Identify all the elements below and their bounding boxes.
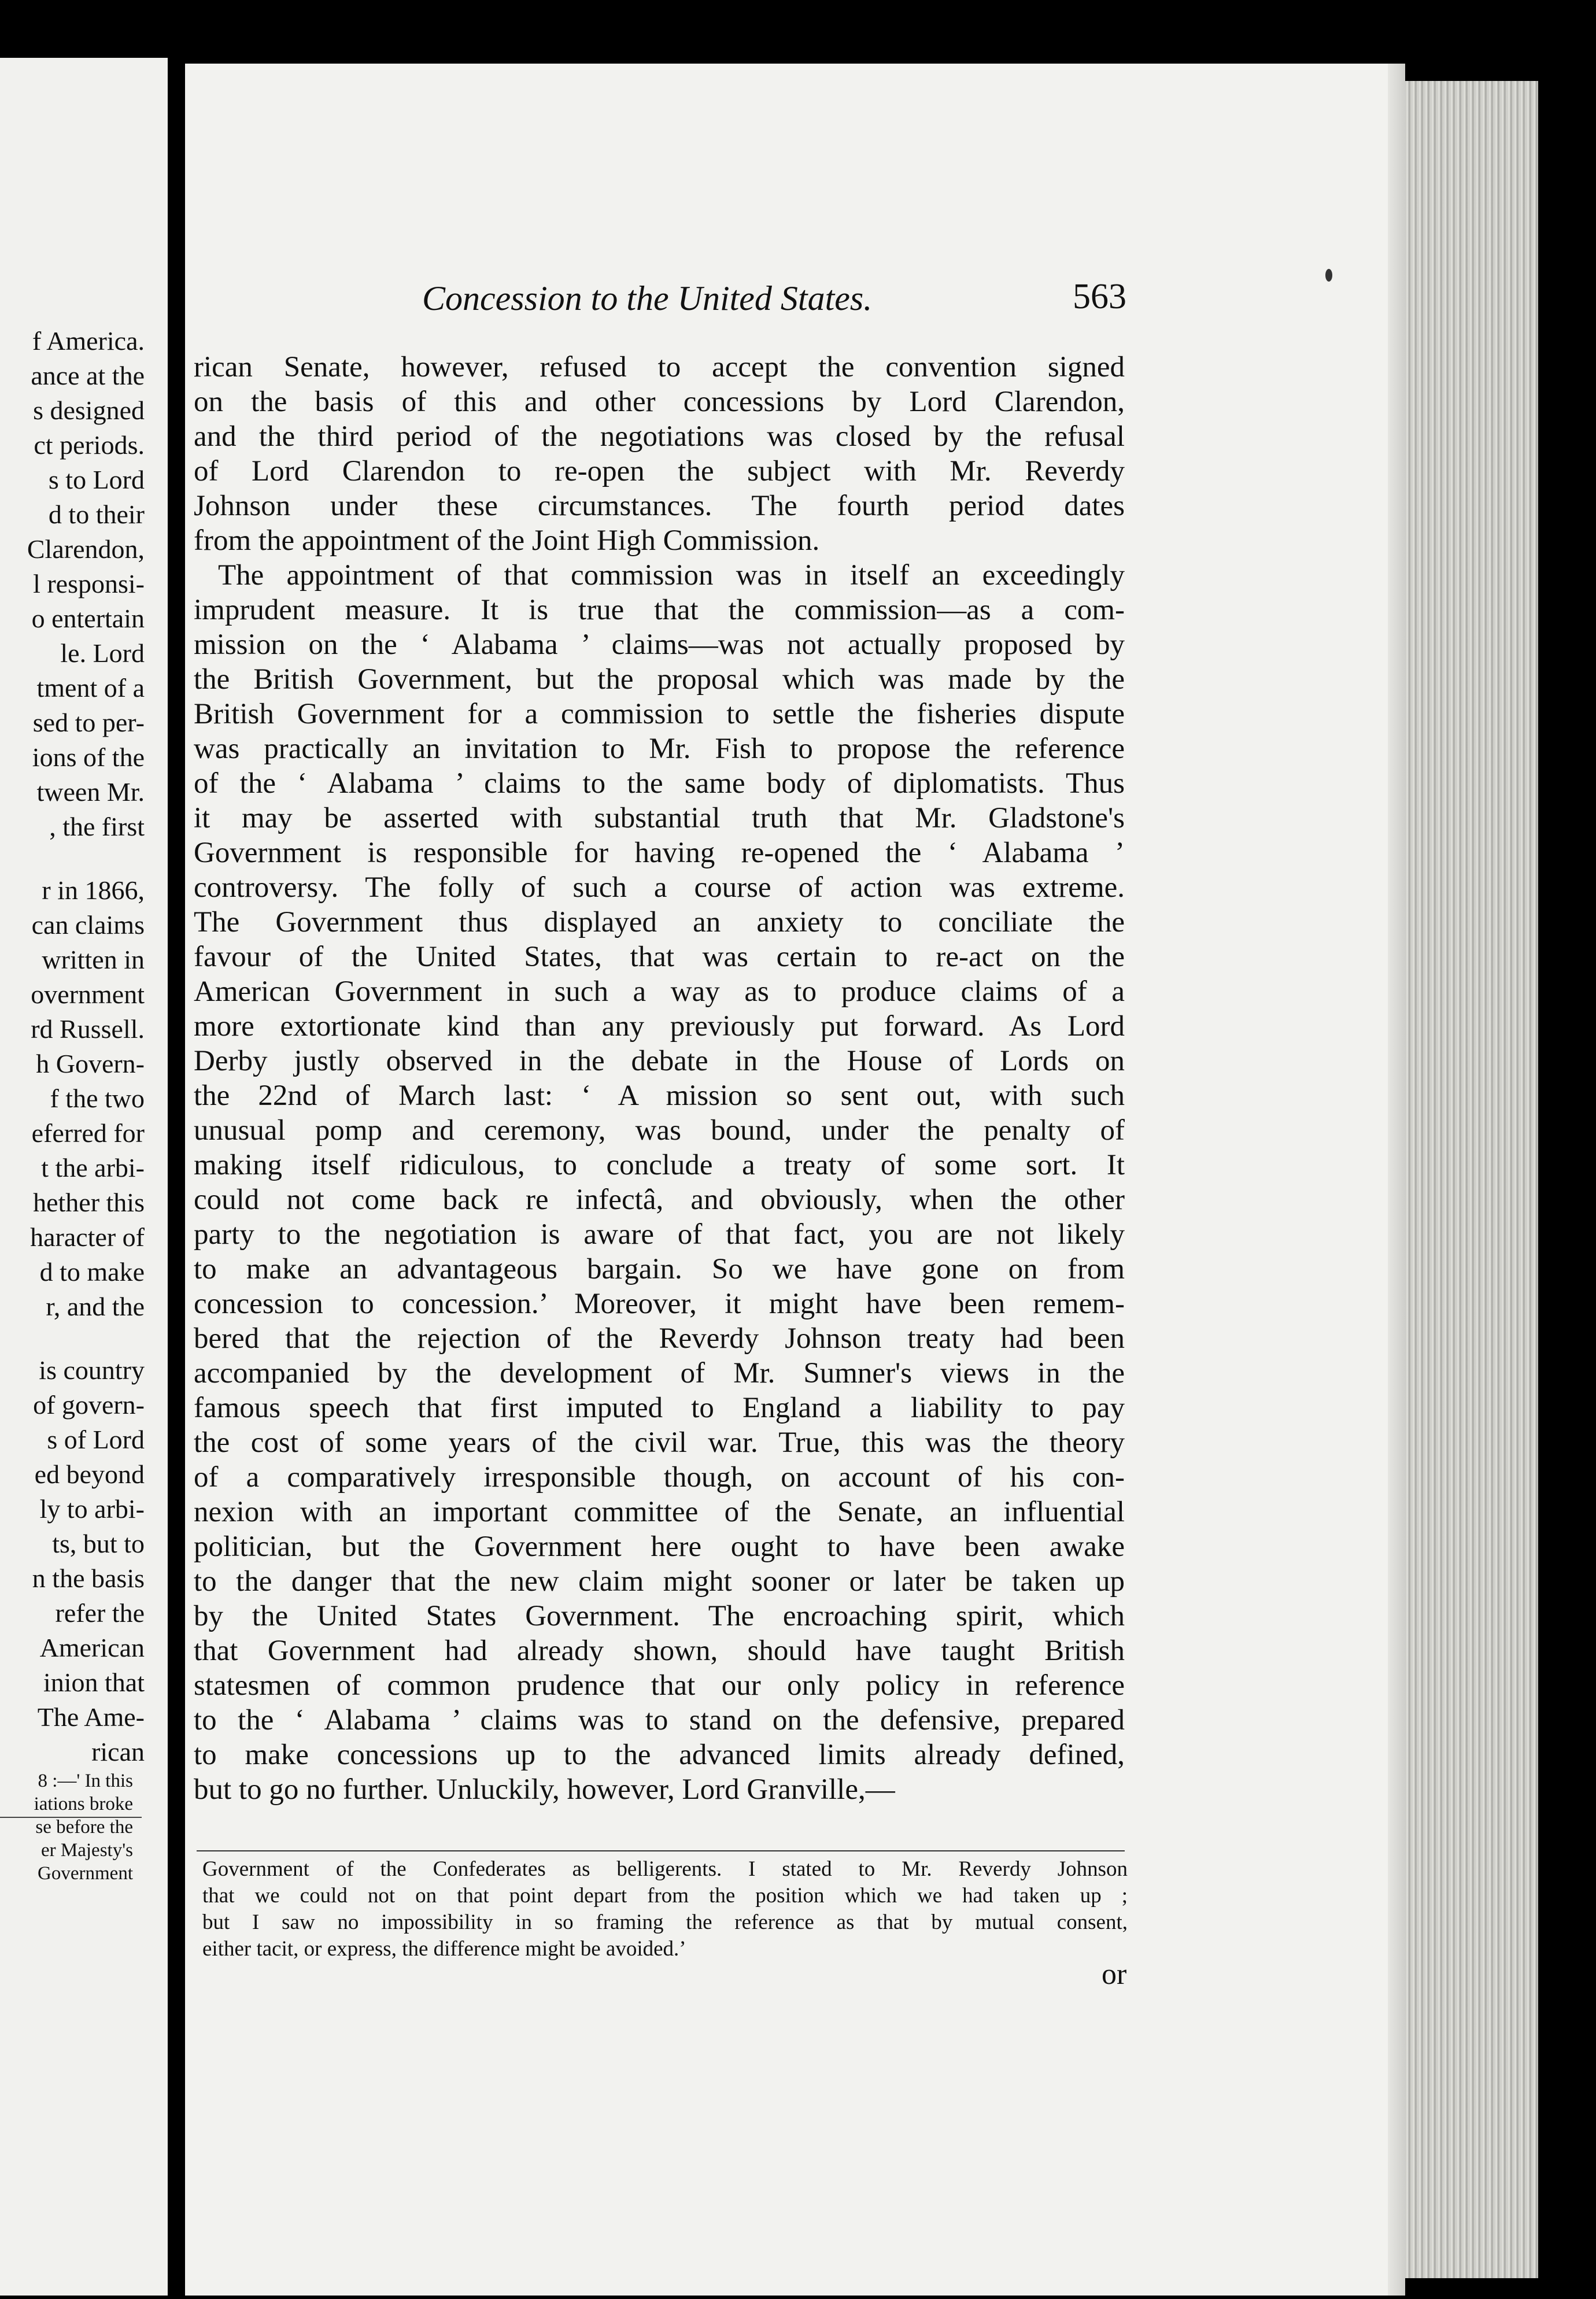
- left-page-line: haracter of: [30, 1222, 145, 1252]
- body-text-line: Government is responsible for having re-opened the ‘ Alabama ’: [194, 837, 1125, 869]
- body-text-line: making itself ridiculous, to conclude a treaty of some sort. It: [194, 1149, 1125, 1181]
- body-text-line: to make an advantageous bargain. So we have gone on from: [194, 1253, 1125, 1285]
- left-page-line: refer the: [55, 1598, 145, 1628]
- body-text-line: it may be asserted with substantial truth that Mr. Gladstone's: [194, 802, 1125, 834]
- left-page-line: ts, but to: [52, 1529, 145, 1558]
- body-text-line: mission on the ‘ Alabama ’ claims—was not actually proposed by: [194, 629, 1125, 661]
- footnote-rule: [197, 1850, 1125, 1851]
- left-page-line: of govern-: [33, 1390, 145, 1420]
- body-text-line: was practically an invitation to Mr. Fish to propose the reference: [194, 733, 1125, 765]
- left-page-footnote-line: se before the: [35, 1817, 133, 1838]
- body-text-line: to the danger that the new claim might sooner or later be taken up: [194, 1565, 1125, 1598]
- body-text-line: of Lord Clarendon to re-open the subject with Mr. Reverdy: [194, 455, 1125, 487]
- body-text-line: that Government had already shown, should have taught British: [194, 1635, 1125, 1667]
- left-facing-page: [0, 58, 168, 2296]
- left-page-line: American: [39, 1633, 145, 1662]
- left-page-line: tween Mr.: [36, 777, 145, 807]
- body-text-line: imprudent measure. It is true that the commission—as a com-: [194, 594, 1125, 626]
- left-page-footnote-line: Government: [38, 1863, 133, 1884]
- body-text-line: the 22nd of March last: ‘ A mission so sent out, with such: [194, 1080, 1125, 1112]
- left-page-line: s designed: [33, 396, 145, 425]
- body-text-line: the cost of some years of the civil war. True, this was the theory: [194, 1426, 1125, 1459]
- catchword: or: [1102, 1958, 1127, 1991]
- left-page-line: ance at the: [31, 361, 145, 390]
- left-page-line: written in: [42, 945, 145, 974]
- body-text-line: Derby justly observed in the debate in the House of Lords on: [194, 1045, 1125, 1077]
- left-page-line: s of Lord: [47, 1425, 145, 1454]
- body-text-line: concession to concession.’ Moreover, it might have been remem-: [194, 1288, 1125, 1320]
- left-page-line: is country: [39, 1355, 145, 1385]
- body-text-line: rican Senate, however, refused to accept the convention signed: [194, 351, 1125, 383]
- left-page-line: ct periods.: [34, 430, 145, 460]
- left-page-line: , the first: [49, 812, 145, 841]
- left-page-line: r, and the: [46, 1292, 145, 1321]
- body-text-line: the British Government, but the proposal which was made by the: [194, 663, 1125, 696]
- left-page-line: r in 1866,: [42, 875, 145, 905]
- body-text-line: American Government in such a way as to produce claims of a: [194, 975, 1125, 1008]
- footnote-line: either tacit, or express, the difference might be avoided.’: [202, 1937, 686, 1961]
- body-text-line: politician, but the Government here ought to have been awake: [194, 1531, 1125, 1563]
- body-text-line: controversy. The folly of such a course of action was extreme.: [194, 871, 1125, 904]
- left-page-line: overnment: [31, 980, 145, 1009]
- left-page-footnote-line: iations broke: [34, 1794, 133, 1814]
- left-page-line: ed beyond: [34, 1459, 145, 1489]
- left-page-line: d to make: [39, 1257, 145, 1287]
- left-page-footnote-line: er Majesty's: [41, 1840, 133, 1861]
- body-text-line: nexion with an important committee of the Senate, an influential: [194, 1496, 1125, 1528]
- body-text-line: accompanied by the development of Mr. Sumner's views in the: [194, 1357, 1125, 1389]
- left-page-line: rd Russell.: [31, 1014, 145, 1044]
- left-page-line: le. Lord: [60, 638, 145, 668]
- footnote-line: that we could not on that point depart from the position which we had taken up ;: [202, 1884, 1128, 1908]
- body-text-line: could not come back re infectâ, and obviously, when the other: [194, 1184, 1125, 1216]
- body-text-line: The appointment of that commission was in itself an exceedingly: [218, 559, 1125, 592]
- body-text-line: to the ‘ Alabama ’ claims was to stand on the defensive, prepared: [194, 1704, 1125, 1736]
- body-text-line: of the ‘ Alabama ’ claims to the same body of diplomatists. Thus: [194, 767, 1125, 800]
- body-text-line: by the United States Government. The encroaching spirit, which: [194, 1600, 1125, 1632]
- left-page-line: eferred for: [31, 1118, 145, 1148]
- left-page-line: l responsi-: [33, 569, 145, 598]
- left-page-line: n the basis: [32, 1564, 145, 1593]
- footnote-line: but I saw no impossibility in so framing the reference as that by mutual consent,: [202, 1910, 1128, 1934]
- left-page-line: The Ame-: [37, 1702, 145, 1732]
- left-page-line: t the arbi-: [41, 1153, 145, 1182]
- footnote-line: Government of the Confederates as belligerents. I stated to Mr. Reverdy Johnson: [202, 1857, 1128, 1881]
- left-page-line: d to their: [48, 500, 145, 529]
- left-page-line: s to Lord: [48, 465, 145, 494]
- page-edge-shadow: [1388, 64, 1405, 2296]
- body-text-line: favour of the United States, that was certain to re-act on the: [194, 941, 1125, 973]
- ink-speck: [1325, 269, 1332, 282]
- book-fore-edge: [1405, 81, 1538, 2278]
- body-text-line: bered that the rejection of the Reverdy Johnson treaty had been: [194, 1322, 1125, 1355]
- body-text-line: party to the negotiation is aware of that fact, you are not likely: [194, 1218, 1125, 1251]
- left-page-line: Clarendon,: [27, 534, 145, 564]
- body-text-line: British Government for a commission to settle the fisheries dispute: [194, 698, 1125, 730]
- body-text-line: from the appointment of the Joint High Commission.: [194, 524, 820, 557]
- left-page-line: h Govern-: [36, 1049, 145, 1078]
- left-page-line: o entertain: [31, 604, 145, 633]
- left-page-line: f the two: [50, 1084, 145, 1113]
- body-text-line: and the third period of the negotiations was closed by the refusal: [194, 420, 1125, 453]
- page-number: 563: [1073, 277, 1126, 316]
- running-header-title: Concession to the United States.: [422, 279, 873, 317]
- body-text-line: of a comparatively irresponsible though, on account of his con-: [194, 1461, 1125, 1494]
- body-text-line: The Government thus displayed an anxiety to conciliate the: [194, 906, 1125, 938]
- body-text-line: to make concessions up to the advanced limits already defined,: [194, 1739, 1125, 1771]
- left-page-line: ions of the: [32, 742, 145, 772]
- body-text-line: on the basis of this and other concessions by Lord Clarendon,: [194, 386, 1125, 418]
- body-text-line: Johnson under these circumstances. The fourth period dates: [194, 490, 1125, 522]
- body-text-line: famous speech that first imputed to England a liability to pay: [194, 1392, 1125, 1424]
- body-text-line: but to go no further. Unluckily, however, Lord Granville,—: [194, 1773, 895, 1806]
- body-text-line: statesmen of common prudence that our only policy in reference: [194, 1669, 1125, 1702]
- left-page-line: sed to per-: [32, 708, 145, 737]
- left-page-line: tment of a: [36, 673, 145, 703]
- left-page-line: rican: [91, 1737, 145, 1766]
- left-page-line: ly to arbi-: [39, 1494, 145, 1524]
- body-text-line: unusual pomp and ceremony, was bound, under the penalty of: [194, 1114, 1125, 1147]
- left-page-line: f America.: [32, 326, 145, 356]
- left-page-line: hether this: [33, 1188, 145, 1217]
- left-page-line: inion that: [43, 1668, 145, 1697]
- body-text-line: more extortionate kind than any previously put forward. As Lord: [194, 1010, 1125, 1043]
- left-page-line: can claims: [31, 910, 145, 940]
- left-page-footnote-line: 8 :—' In this: [38, 1771, 133, 1791]
